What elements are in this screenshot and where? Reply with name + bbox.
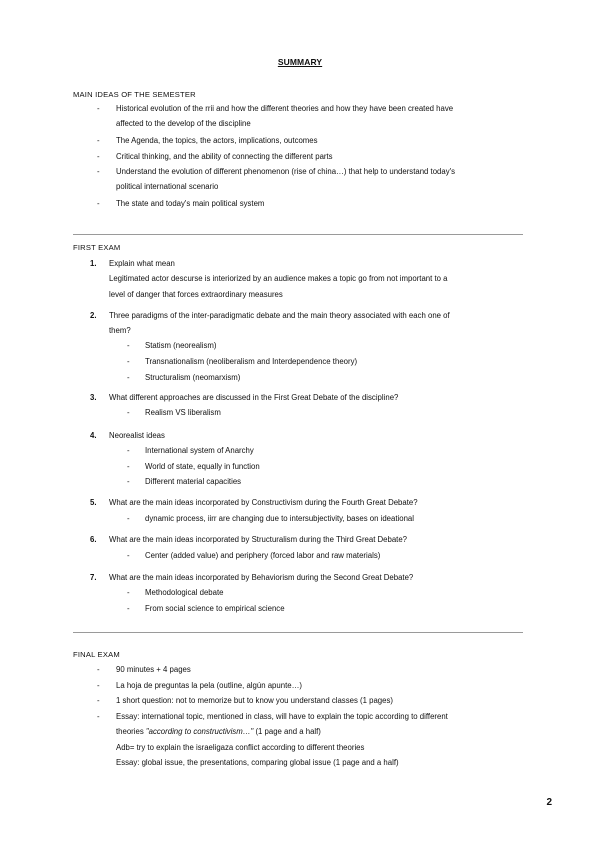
bullet-dash: -: [97, 681, 100, 690]
list-item-continuation: [116, 727, 321, 737]
bullet-dash: -: [97, 152, 100, 161]
bullet-dash: -: [127, 373, 130, 382]
sub-item: From social science to empirical science: [145, 604, 285, 613]
answer-text: level of danger that forces extraordinary measures: [109, 290, 283, 299]
sub-item: Transnationalism (neoliberalism and Interdependence theory): [145, 357, 358, 366]
bullet-dash: -: [127, 588, 130, 597]
list-item: Essay: international topic, mentioned in class, will have to explain the topic according to different: [116, 712, 448, 721]
question-number: 2.: [90, 311, 97, 320]
list-item: Historical evolution of the rrii and how the different theories and how they have been created have: [116, 104, 454, 113]
bullet-dash: -: [97, 665, 100, 674]
answer-text: Legitimated actor descurse is interiorized by an audience makes a topic go from not important to a: [109, 274, 448, 283]
horizontal-divider: [73, 234, 523, 235]
sub-item: Different material capacities: [145, 477, 242, 486]
essay-theories-prefix: theories: [116, 727, 146, 736]
sub-item: Structuralism (neomarxism): [145, 373, 241, 382]
bullet-dash: -: [127, 446, 130, 455]
question-number: 5.: [90, 498, 97, 507]
sub-item: Methodological debate: [145, 588, 224, 597]
section-heading-final-exam: FINAL EXAM: [73, 650, 120, 659]
question-text: What different approaches are discussed in the First Great Debate of the discipline?: [109, 393, 399, 402]
sub-item: World of state, equally in function: [145, 462, 260, 471]
bullet-dash: -: [127, 408, 130, 417]
question-text: Three paradigms of the inter-paradigmatic debate and the main theory associated with each one of: [109, 311, 450, 320]
sub-item: dynamic process, iirr are changing due to intersubjectivity, bases on ideational: [145, 514, 414, 523]
list-item: The Agenda, the topics, the actors, implications, outcomes: [116, 136, 318, 145]
horizontal-divider: [73, 632, 523, 633]
sub-item: International system of Anarchy: [145, 446, 254, 455]
section-heading-main-ideas: MAIN IDEAS OF THE SEMESTER: [73, 90, 196, 99]
question-text: What are the main ideas incorporated by Structuralism during the Third Great Debate?: [109, 535, 408, 544]
list-item-continuation: Adb= try to explain the israeligaza conflict according to different theories: [116, 743, 365, 752]
list-item: 90 minutes + 4 pages: [116, 665, 191, 674]
essay-quote: "according to constructivism…": [145, 727, 254, 736]
sub-item: Realism VS liberalism: [145, 408, 221, 417]
page-number: 2: [546, 797, 552, 808]
list-item: Critical thinking, and the ability of connecting the different parts: [116, 152, 333, 161]
bullet-dash: -: [127, 341, 130, 350]
bullet-dash: -: [97, 136, 100, 145]
page-title: SUMMARY: [277, 57, 323, 67]
sub-item: Statism (neorealism): [145, 341, 217, 350]
list-item-continuation: Essay: global issue, the presentations, comparing global issue (1 page and a half): [116, 758, 399, 767]
bullet-dash: -: [127, 462, 130, 471]
question-number: 4.: [90, 431, 97, 440]
question-number: 1.: [90, 259, 97, 268]
list-item: La hoja de preguntas la pela (outline, algún apunte…): [116, 681, 302, 690]
list-item-continuation: political international scenario: [116, 182, 219, 191]
bullet-dash: -: [127, 604, 130, 613]
essay-length: (1 page and a half): [253, 727, 321, 736]
question-text: What are the main ideas incorporated by Behaviorism during the Second Great Debate?: [109, 573, 414, 582]
question-number: 6.: [90, 535, 97, 544]
list-item: Understand the evolution of different phenomenon (rise of china…) that help to understand today's: [116, 167, 455, 176]
list-item: The state and today's main political system: [116, 199, 265, 208]
question-number: 3.: [90, 393, 97, 402]
question-text-continuation: them?: [109, 326, 131, 335]
bullet-dash: -: [97, 104, 100, 113]
bullet-dash: -: [97, 167, 100, 176]
list-item: 1 short question: not to memorize but to know you understand classes (1 pages): [116, 696, 393, 705]
list-item-continuation: affected to the develop of the discipline: [116, 119, 251, 128]
bullet-dash: -: [127, 514, 130, 523]
question-text: Explain what mean: [109, 259, 175, 268]
bullet-dash: -: [97, 696, 100, 705]
bullet-dash: -: [127, 477, 130, 486]
bullet-dash: -: [97, 199, 100, 208]
question-text: What are the main ideas incorporated by Constructivism during the Fourth Great Debate?: [109, 498, 418, 507]
bullet-dash: -: [127, 357, 130, 366]
bullet-dash: -: [127, 551, 130, 560]
bullet-dash: -: [97, 712, 100, 721]
question-number: 7.: [90, 573, 97, 582]
sub-item: Center (added value) and periphery (forced labor and raw materials): [145, 551, 381, 560]
question-text: Neorealist ideas: [109, 431, 165, 440]
section-heading-first-exam: FIRST EXAM: [73, 243, 121, 252]
